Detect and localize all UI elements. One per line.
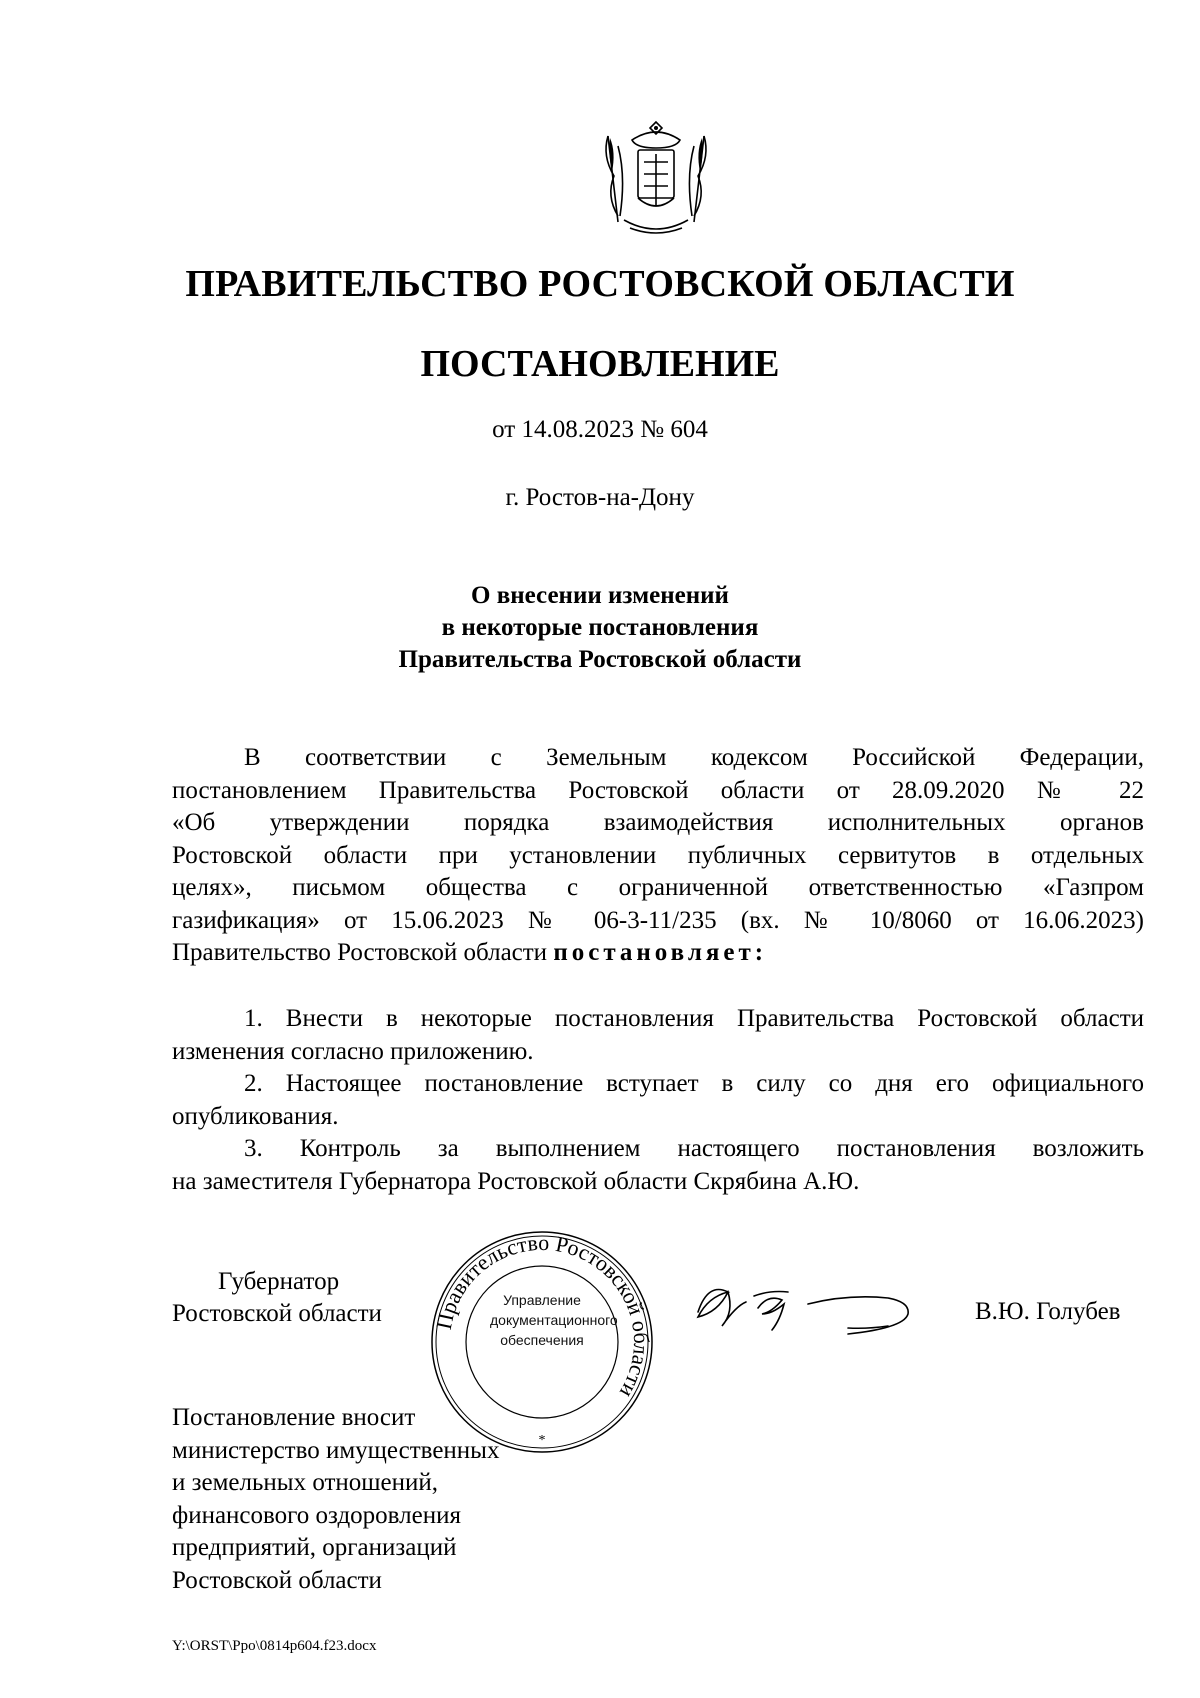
subject-line: в некоторые постановления (441, 614, 759, 641)
preamble (172, 742, 1144, 970)
item-2-first-line: 2. Настоящее постановление вступает в силу со дня его официального (244, 1070, 1144, 1097)
item-1-rest: изменения согласно приложению. (172, 1037, 534, 1065)
introducer-note (172, 1402, 499, 1597)
resolution-items (172, 1003, 1144, 1198)
file-path-footer: Y:\ORST\Ppo\0814p604.f23.docx (172, 1638, 377, 1654)
subject-line: О внесении изменений (471, 582, 729, 609)
subject-line: Правительства Ростовской области (398, 646, 802, 673)
handwritten-signature (688, 1272, 928, 1342)
signatory-title-line: Ростовской области (172, 1300, 382, 1327)
coat-of-arms-icon (594, 116, 718, 240)
signatory-title (172, 1266, 382, 1330)
date-and-number: от 14.08.2023 № 604 (492, 416, 708, 443)
item-3-first-line: 3. Контроль за выполнением настоящего постановления возложить (244, 1135, 1144, 1162)
preamble-last-line (172, 937, 1144, 970)
introducer-line: Постановление вносит (172, 1404, 416, 1431)
resolves-word: постановляет: (553, 939, 768, 966)
stamp-inner-line: обеспечения (500, 1332, 584, 1348)
signatory-name: В.Ю. Голубев (975, 1298, 1121, 1325)
stamp-inner-line: документационного (490, 1312, 618, 1328)
introducer-line: предприятий, организаций (172, 1534, 457, 1561)
preamble-line: В соответствии с Земельным кодексом Российской Федерации, (244, 744, 1144, 771)
subject-heading (0, 580, 1200, 676)
preamble-line: целях», письмом общества с ограниченной ответственностью «Газпром (172, 874, 1144, 901)
stamp-inner-line: Управление (503, 1292, 581, 1308)
item-3-rest: на заместителя Губернатора Ростовской области Скрябина А.Ю. (172, 1167, 860, 1195)
preamble-line: газификация» от 15.06.2023 № 06-3-11/235 (вх. № 10/8060 от 16.06.2023) (172, 906, 1144, 934)
preamble-line: «Об утверждении порядка взаимодействия исполнительных органов (172, 809, 1144, 836)
stamp-outer-text: Правительство Ростовской области (430, 1229, 655, 1403)
stamp-inner-text (490, 1290, 618, 1350)
organization-title: ПРАВИТЕЛЬСТВО РОСТОВСКОЙ ОБЛАСТИ (185, 263, 1015, 305)
item-2-rest: опубликования. (172, 1102, 339, 1130)
introducer-line: и земельных отношений, (172, 1469, 439, 1496)
item-1-first-line: 1. Внести в некоторые постановления Правительства Ростовской области (244, 1005, 1144, 1032)
signatory-title-line: Губернатор (218, 1268, 340, 1295)
svg-text:*: * (538, 1433, 546, 1448)
introducer-line: министерство имущественных (172, 1436, 500, 1464)
preamble-line: постановлением Правительства Ростовской области от 28.09.2020 № 22 (172, 776, 1144, 804)
introducer-line: финансового оздоровления (172, 1501, 461, 1529)
preamble-line: Ростовской области при установлении публичных сервитутов в отдельных (172, 841, 1144, 869)
introducer-line: Ростовской области (172, 1566, 382, 1594)
preamble-line: Правительство Ростовской области (172, 939, 554, 966)
city: г. Ростов-на-Дону (505, 484, 695, 511)
document-type: ПОСТАНОВЛЕНИЕ (420, 343, 780, 385)
